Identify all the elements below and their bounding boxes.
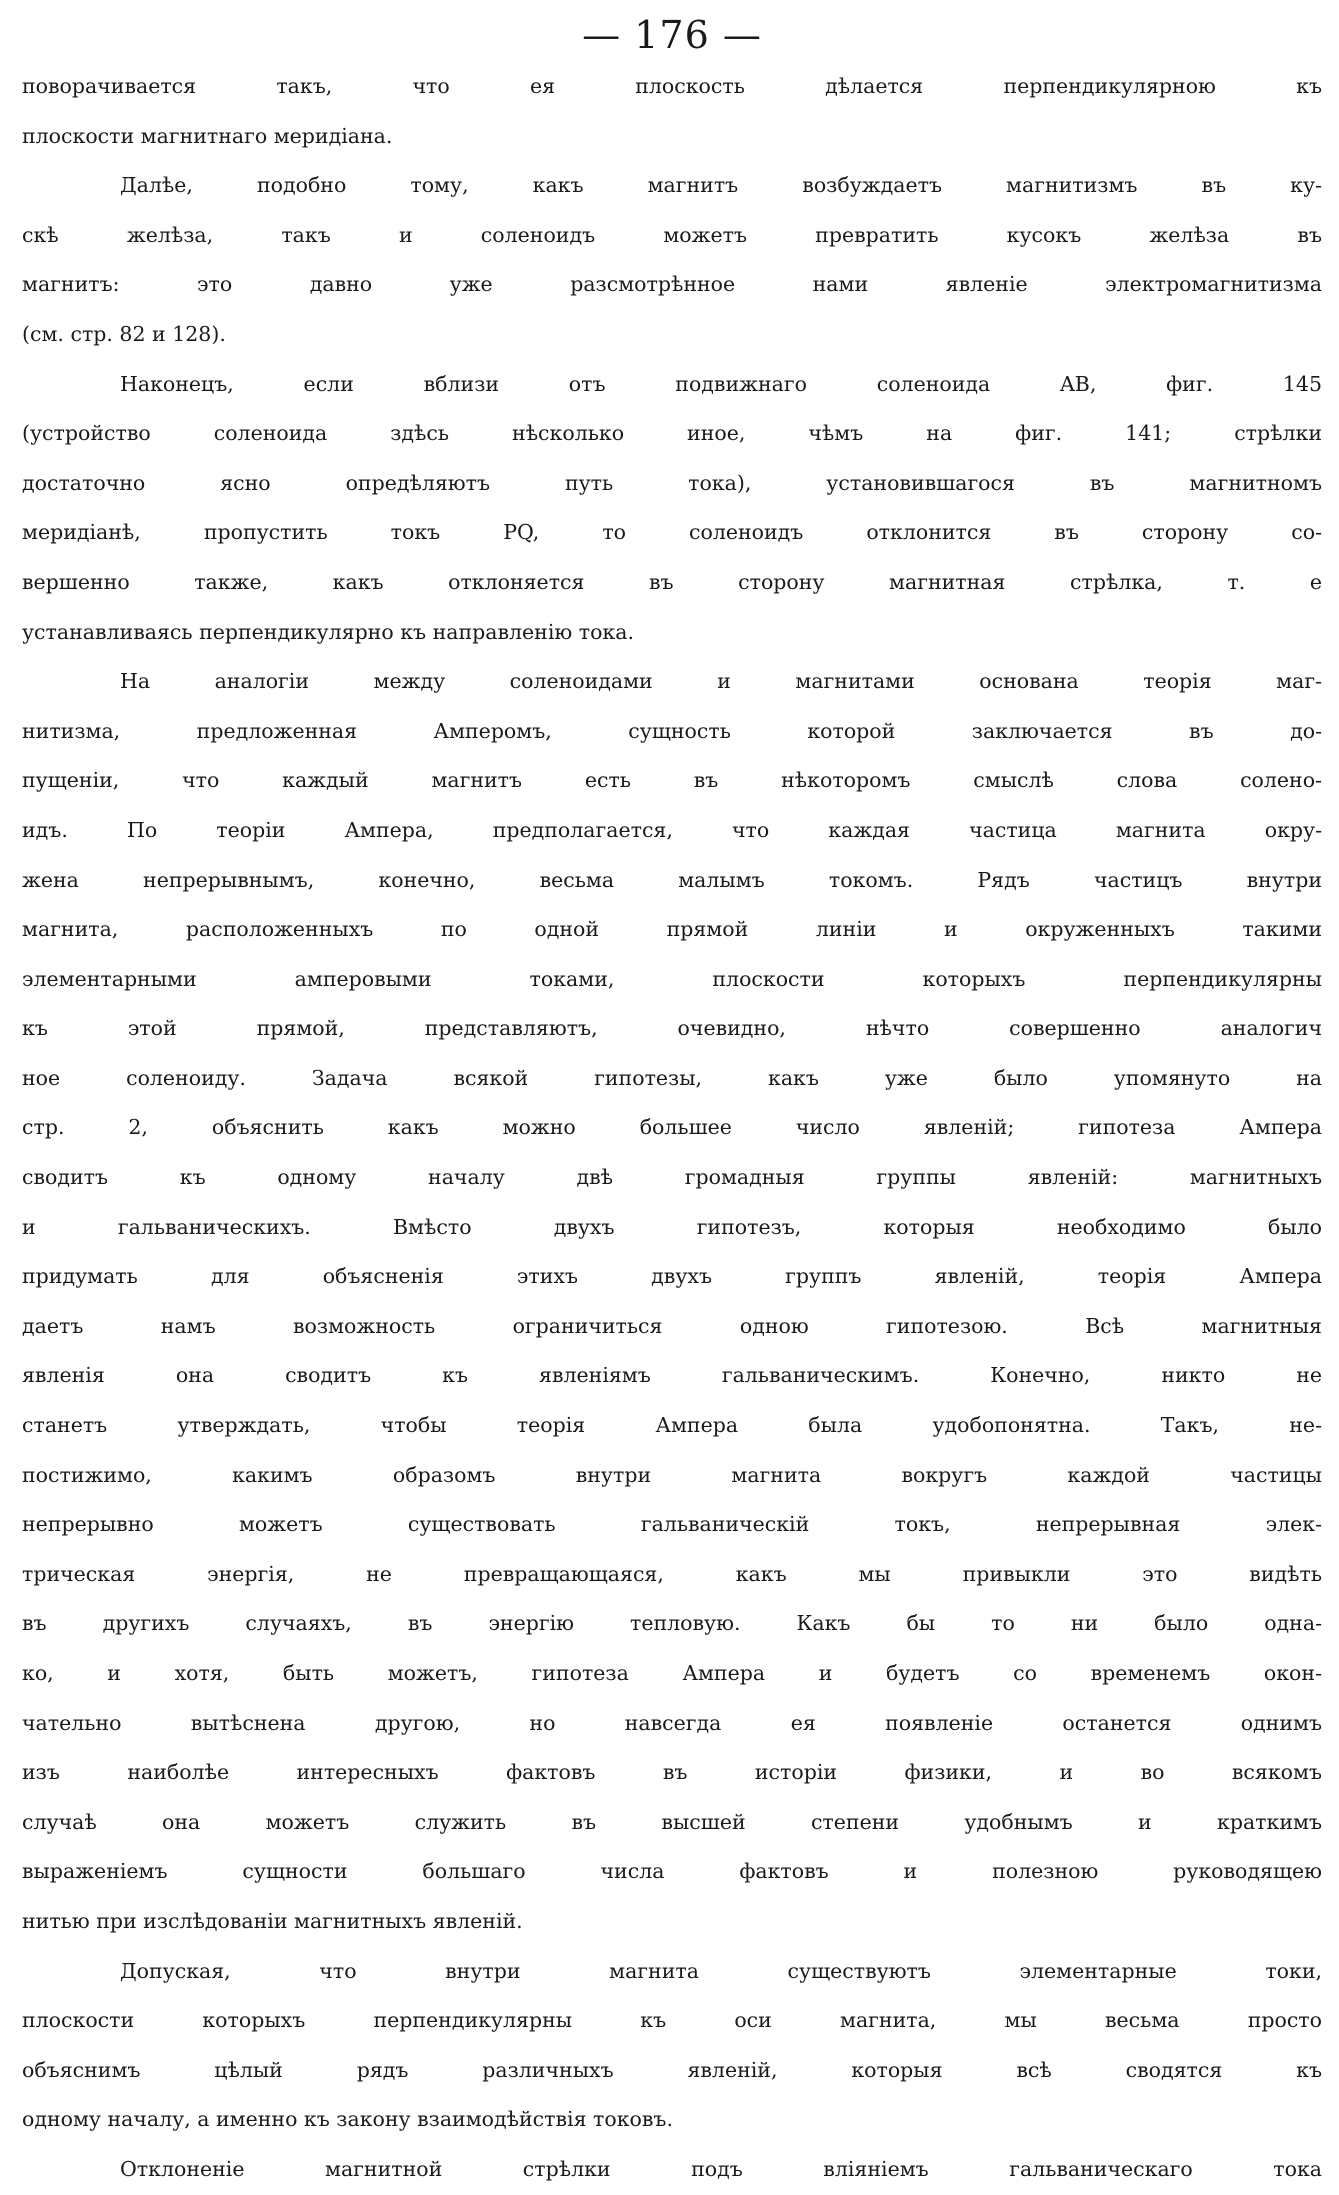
text-line: плоскости магнитнаго меридіана. [22, 123, 393, 148]
text-line: явленія она сводитъ къ явленіямъ гальваническимъ. Конечно, никто не [22, 1363, 1322, 1388]
text-line: Допуская, что внутри магнита существуютъ элементарные токи, [120, 1958, 1322, 1983]
text-line: (устройство соленоида здѣсь нѣсколько иное, чѣмъ на фиг. 141; стрѣлки [22, 421, 1322, 446]
text-line: станетъ утверждать, чтобы теорія Ампера была удобопонятна. Такъ, не- [22, 1413, 1322, 1438]
text-line: ное соленоиду. Задача всякой гипотезы, какъ уже было упомянуто на [22, 1065, 1322, 1090]
text-line: выраженіемъ сущности большаго числа фактовъ и полезною руководящею [22, 1859, 1322, 1884]
text-line: объяснимъ цѣлый рядъ различныхъ явленій, которыя всѣ сводятся къ [22, 2057, 1322, 2082]
text-line: нитью при изслѣдованіи магнитныхъ явленій. [22, 1908, 523, 1933]
text-line: случаѣ она можетъ служить въ высшей степени удобнымъ и краткимъ [22, 1809, 1322, 1834]
text-line: магнита, расположенныхъ по одной прямой линіи и окруженныхъ такими [22, 917, 1322, 942]
text-line: элементарными амперовыми токами, плоскости которыхъ перпендикулярны [22, 966, 1322, 991]
text-line: плоскости которыхъ перпендикулярны къ оси магнита, мы весьма просто [22, 2008, 1322, 2033]
text-line: идъ. По теоріи Ампера, предполагается, что каждая частица магнита окру- [22, 817, 1322, 842]
text-line: Далѣе, подобно тому, какъ магнитъ возбуждаетъ магнитизмъ въ ку- [120, 173, 1322, 198]
text-line: достаточно ясно опредѣляютъ путь тока), установившагося въ магнитномъ [22, 470, 1322, 495]
text-line: (см. стр. 82 и 128). [22, 321, 226, 346]
text-line: поворачивается такъ, что ея плоскость дѣлается перпендикулярною къ [22, 74, 1322, 98]
page-number: — 176 — [582, 13, 762, 57]
text-line: магнитъ: это давно уже разсмотрѣнное нами явленіе электромагнитизма [22, 272, 1322, 297]
text-line: вершенно также, какъ отклоняется въ сторону магнитная стрѣлка, т. е [22, 569, 1322, 594]
text-line: жена непрерывнымъ, конечно, весьма малымъ токомъ. Рядъ частицъ внутри [22, 867, 1322, 892]
text-line: Отклоненіе магнитной стрѣлки подъ вліяніемъ гальваническаго тока [120, 2156, 1322, 2181]
text-line: На аналогіи между соленоидами и магнитами основана теорія маг- [120, 669, 1322, 694]
text-line: къ этой прямой, представляютъ, очевидно, нѣчто совершенно аналогич [22, 1016, 1322, 1041]
text-line: трическая энергія, не превращающаяся, какъ мы привыкли это видѣть [22, 1561, 1322, 1586]
text-line: меридіанѣ, пропустить токъ PQ, то соленоидъ отклонится въ сторону со- [22, 520, 1322, 545]
text-line: устанавливаясь перпендикулярно къ направленію тока. [22, 619, 634, 644]
document-page [22, 0, 1322, 2195]
text-line: чательно вытѣснена другою, но навсегда ея появленіе останется однимъ [22, 1710, 1322, 1735]
text-line: изъ наиболѣе интересныхъ фактовъ въ исторіи физики, и во всякомъ [22, 1760, 1322, 1785]
text-line: стр. 2, объяснить какъ можно большее число явленій; гипотеза Ампера [22, 1115, 1322, 1140]
text-line: скѣ желѣза, такъ и соленоидъ можетъ превратить кусокъ желѣза въ [22, 222, 1322, 247]
text-line: даетъ намъ возможность ограничиться одною гипотезою. Всѣ магнитныя [22, 1313, 1322, 1338]
text-line: постижимо, какимъ образомъ внутри магнита вокругъ каждой частицы [22, 1462, 1322, 1487]
text-line: ко, и хотя, быть можетъ, гипотеза Ампера и будетъ со временемъ окон- [22, 1661, 1322, 1685]
text-line: и гальваническихъ. Вмѣсто двухъ гипотезъ, которыя необходимо было [22, 1214, 1322, 1239]
text-line: нитизма, предложенная Амперомъ, сущность которой заключается въ до- [22, 718, 1322, 743]
text-line: непрерывно можетъ существовать гальваническій токъ, непрерывная элек- [22, 1512, 1322, 1537]
body-text [22, 62, 1322, 2195]
text-line: Наконецъ, если вблизи отъ подвижнаго соленоида AB, фиг. 145 [120, 371, 1322, 396]
text-line: сводитъ къ одному началу двѣ громадныя группы явленій: магнитныхъ [22, 1165, 1322, 1190]
text-line: одному началу, а именно къ закону взаимодѣйствія токовъ. [22, 2107, 673, 2132]
text-line: пущеніи, что каждый магнитъ есть въ нѣкоторомъ смыслѣ слова солено- [22, 768, 1322, 793]
text-line: придумать для объясненія этихъ двухъ группъ явленій, теорія Ампера [22, 1264, 1322, 1289]
text-line: въ другихъ случаяхъ, въ энергію тепловую. Какъ бы то ни было одна- [22, 1611, 1322, 1636]
